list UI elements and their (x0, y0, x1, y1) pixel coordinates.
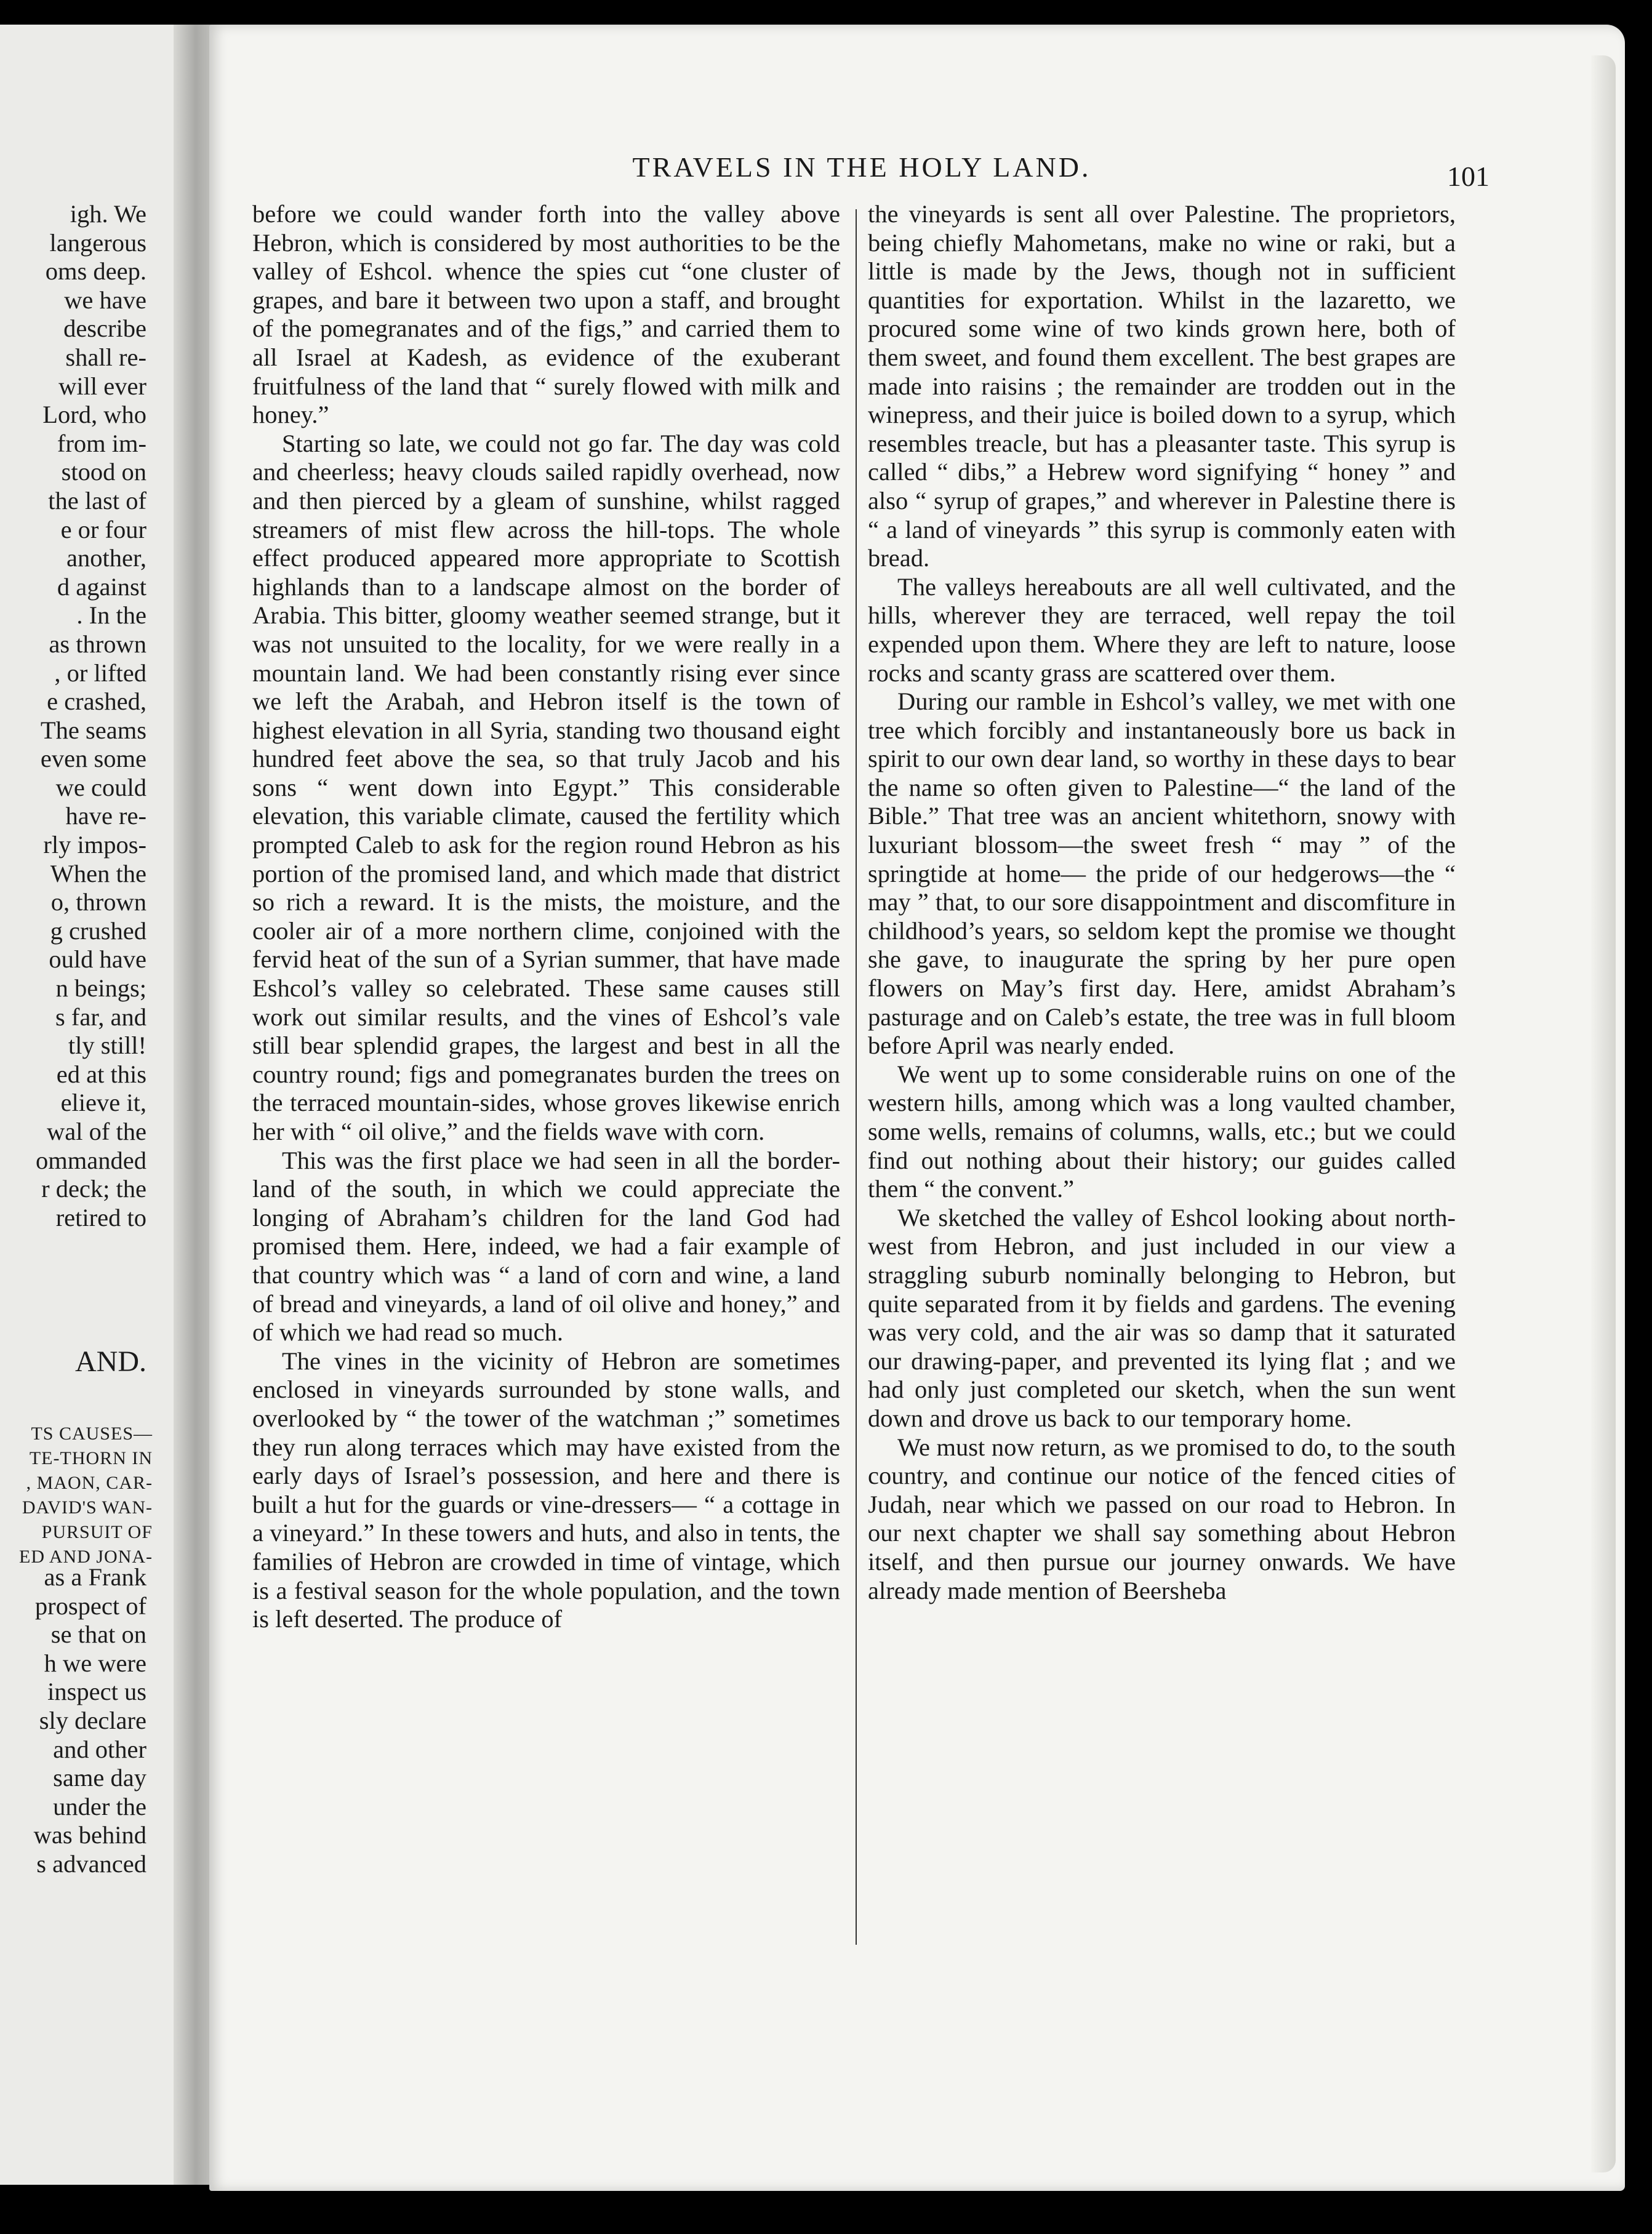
facing-page-text-bottom (0, 1563, 146, 1879)
facing-page-line: When the (50, 859, 146, 887)
running-title: TRAVELS IN THE HOLY LAND. (632, 151, 1091, 183)
paragraph: We went up to some considerable ruins on one of the western hills, among which was a long vaulted chamber, some wells, remains of columns, walls, etc.; but we could find out nothing about their history; our guides called them “ the convent.” (868, 1060, 1456, 1203)
facing-page-line: o, thrown (50, 888, 146, 916)
facing-page-line: TE-THORN IN (29, 1448, 153, 1468)
paragraph: This was the first place we had seen in all the border-land of the south, in which we could appreciate the longing of Abraham’s children for the land God had promised them. Here, indeed, we had a fair example of that country which was “ a land of corn and wine, a land of bread and vineyards, a land of oil olive and honey,” and of which we had read so much. (252, 1146, 840, 1347)
facing-page-line: s advanced (36, 1849, 146, 1878)
paragraph: During our ramble in Eshcol’s valley, we met with one tree which forcibly and instantaneously bore us back in spirit to our own dear land, so worthy in these days to bear the name so often given to Palestine—“ the land of the Bible.” That tree was an ancient whitethorn, snowy with luxuriant blossom—the sweet fresh “ may ” of the springtide at home— the pride of our hedgerows—the “ may ” that, to our sore disappointment and discomfiture in childhood’s years, so seldom kept the promise we thought she gave, to inaugurate the spring by her pure open flowers on May’s first day. Here, amidst Abraham’s pasturage and on Caleb’s estate, the tree was in full bloom before April was nearly ended. (868, 687, 1456, 1060)
paragraph: The vines in the vicinity of Hebron are sometimes enclosed in vineyards surrounded by stone walls, and overlooked by “ the tower of the watchman ;” sometimes they run along terraces which may have existed from the early days of Israel’s possession, and here and there is built a hut for the guards or vine-dressers— “ a cottage in a vineyard.” In these towers and huts, and also in tents, the families of Hebron are crowded in time of vintage, which is a festival season for the whole population, and the town is left deserted. The produce of (252, 1347, 840, 1633)
facing-page-line: igh. We (70, 200, 146, 228)
facing-page-line: we could (55, 773, 146, 801)
facing-page-line: d against (57, 572, 146, 601)
facing-page-text-top (0, 200, 146, 1232)
facing-page-line: h we were (44, 1649, 146, 1677)
facing-page-line: stood on (61, 458, 146, 486)
facing-page-line: as a Frank (44, 1563, 146, 1591)
facing-page-line: from im- (57, 429, 146, 457)
facing-page-line: prospect of (34, 1591, 146, 1620)
facing-page-line: ED AND JONA- (19, 1547, 153, 1567)
facing-page-line: will ever (58, 372, 146, 400)
page-number: 101 (1447, 161, 1490, 192)
facing-page-line: was behind (33, 1821, 146, 1849)
paragraph: Starting so late, we could not go far. The day was cold and cheerless; heavy clouds sailed rapidly overhead, now and then pierced by a gleam of sunshine, whilst ragged streamers of mist flew across the hill-tops. The whole effect produced appeared more appropriate to Scottish highlands than to a landscape almost on the border of Arabia. This bitter, gloomy weather seemed strange, but it was not unsuited to the locality, for we were really in a mountain land. We had been constantly rising ever since we left the Arabah, and Hebron itself is the town of highest elevation in all Syria, standing two thousand eight hundred feet above the sea, so that truly Jacob and his sons “ went down into Egypt.” This considerable elevation, this variable climate, caused the fertility which prompted Caleb to ask for the region round Hebron as his portion of the promised land, and which made that district so rich a reward. It is the mists, the moisture, and the cooler air of a more northern clime, conjoined with the fervid heat of the sun of a Syrian summer, that have made Eshcol’s valley so celebrated. These same causes still work out similar results, and the vines of Eshcol’s vale still bear splendid grapes, the largest and best in all the country round; figs and pomegranates burden the trees on the terraced mountain-sides, whose groves likewise enrich her with “ oil olive,” and the fields wave with corn. (252, 429, 840, 1145)
facing-page-line: describe (63, 314, 146, 343)
facing-page-line: ommanded (36, 1146, 146, 1174)
paragraph: before we could wander forth into the valley above Hebron, which is considered by most authorities to be the valley of Eshcol. whence the spies cut “one cluster of grapes, and bare it between two upon a staff, and brought of the pomegranates and of the figs,” and carried them to all Israel at Kadesh, as evidence of the exuberant fruitfulness of the land that “ surely flowed with milk and honey.” (252, 200, 840, 429)
paragraph: We sketched the valley of Eshcol looking about north-west from Hebron, and just included in our view a straggling suburb nominally belonging to Hebron, but quite separated from it by fields and gardens. The evening was very cold, and the air was so damp that it saturated our drawing-paper, and prevented its lying flat ; and we had only just completed our sketch, when the sun went down and drove us back to our temporary home. (868, 1203, 1456, 1432)
facing-page-line: ed at this (56, 1060, 146, 1088)
facing-page-line: rly impos- (43, 831, 146, 859)
facing-page-line: e crashed, (47, 687, 146, 716)
facing-page-line: , or lifted (54, 659, 146, 687)
facing-page-line: wal of the (47, 1118, 146, 1145)
facing-page-chapter-summary (0, 1422, 153, 1569)
facing-page-line: PURSUIT OF (41, 1522, 153, 1542)
facing-page-line: sly declare (39, 1706, 146, 1734)
facing-page-line: , MAON, CAR- (26, 1473, 153, 1493)
facing-page-line: retired to (55, 1203, 146, 1231)
facing-page-line: TS CAUSES— (31, 1423, 153, 1444)
facing-page-line: elieve it, (60, 1089, 146, 1117)
facing-page-line: ould have (49, 945, 146, 974)
column-divider (856, 209, 857, 1945)
facing-page-line: same day (53, 1764, 146, 1792)
facing-page-line: another, (66, 544, 146, 572)
facing-page-line: we have (64, 286, 146, 314)
facing-page-line: as thrown (49, 630, 146, 658)
facing-page-line: tly still! (68, 1031, 146, 1060)
facing-page-line: shall re- (65, 343, 146, 371)
text-column-left (252, 200, 840, 1634)
facing-page-line: g crushed (50, 916, 146, 945)
facing-page-heading: AND. (75, 1345, 146, 1378)
facing-page-line: inspect us (47, 1678, 146, 1706)
paragraph: The valleys hereabouts are all well cultivated, and the hills, wherever they are terraced, well repay the toil expended upon them. Where they are left to nature, loose rocks and scanty grass are scattered over them. (868, 572, 1456, 687)
text-column-right (868, 200, 1456, 1605)
facing-page-line: se that on (50, 1620, 146, 1649)
facing-page-line: and other (53, 1735, 146, 1763)
paragraph: We must now return, as we promised to do, to the south country, and continue our notice of the fenced cities of Judah, near which we passed on our road to Hebron. In our next chapter we shall say something about Hebron itself, and then pursue our journey onwards. We have already made mention of Beersheba (868, 1433, 1456, 1604)
facing-page-line: The seams (40, 716, 146, 744)
facing-page-line: langerous (49, 228, 146, 257)
facing-page-line: r deck; the (41, 1175, 146, 1203)
facing-page-line: . In the (76, 601, 146, 630)
facing-page-line: under the (53, 1792, 146, 1820)
facing-page-line: DAVID'S WAN- (22, 1497, 153, 1518)
facing-page-line: Lord, who (42, 401, 146, 429)
facing-page-line: have re- (65, 802, 146, 830)
facing-page-line: even some (40, 745, 146, 773)
paragraph: the vineyards is sent all over Palestine. The proprietors, being chiefly Mahometans, make no wine or raki, but a little is made by the Jews, though not in sufficient quantities for exportation. Whilst in the lazaretto, we procured some wine of two kinds grown here, both of them sweet, and found them excellent. The best grapes are made into raisins ; the remainder are trodden out in the winepress, and their juice is boiled down to a syrup, which resembles treacle, but has a pleasanter taste. This syrup is called “ dibs,” a Hebrew word signifying “ honey ” and also “ syrup of grapes,” and wherever in Palestine there is “ a land of vineyards ” this syrup is commonly eaten with bread. (868, 200, 1456, 572)
facing-page-line: the last of (48, 486, 146, 514)
facing-page-line: e or four (60, 515, 146, 543)
facing-page-line: n beings; (55, 974, 146, 1003)
facing-page-line: s far, and (55, 1003, 146, 1031)
facing-page-line: oms deep. (45, 257, 146, 286)
page-edge-shadow (1591, 55, 1616, 2172)
